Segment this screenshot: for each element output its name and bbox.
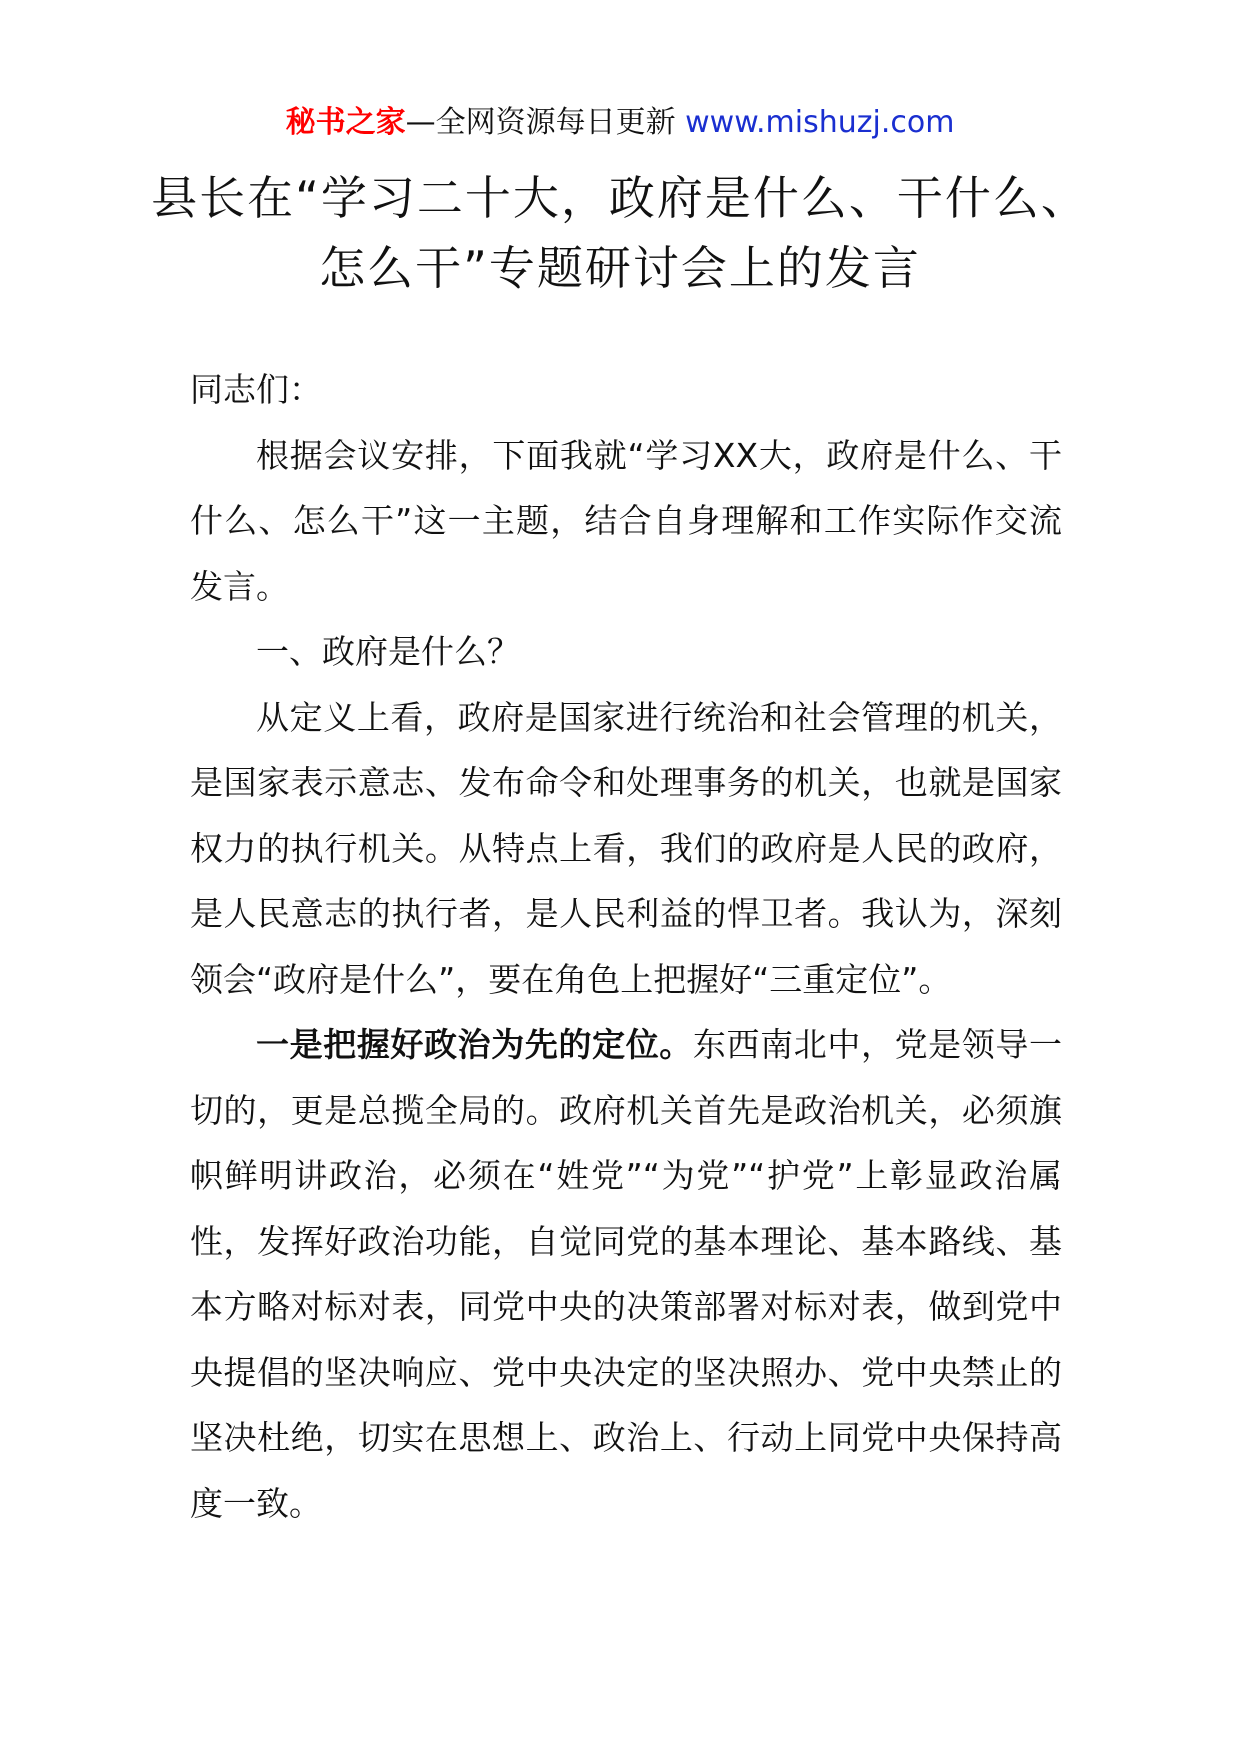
- point-1-body: 东西南北中，党是领导一切的，更是总揽全局的。政府机关首先是政治机关，必须旗帜鲜明讲政治，必须在“姓党”“为党”“护党”上彰显政治属性，发挥好政治功能，自觉同党的基本理论、基本路线、基本方略对标对表，同党中央的决策部署对标对表，做到党中央提倡的坚决响应、党中央决定的坚决照办、党中央禁止的坚决杜绝，切实在思想上、政治上、行动上同党中央保持高度一致。: [190, 1025, 1063, 1523]
- salutation: 同志们：: [190, 370, 322, 409]
- section-heading-1: 一、政府是什么？: [256, 632, 520, 671]
- point-1-lead: 一是把握好政治为先的定位。: [256, 1025, 693, 1064]
- paragraph-intro: 根据会议安排，下面我就“学习XX大，政府是什么、干什么、怎么干”这一主题，结合自身理解和工作实际作交流发言。: [190, 435, 1062, 606]
- document-body: [190, 357, 1062, 1536]
- site-tagline: —全网资源每日更新: [405, 105, 676, 140]
- paragraph-section-1: 从定义上看，政府是国家进行统治和社会管理的机关，是国家表示意志、发布命令和处理事务的机关，也就是国家权力的执行机关。从特点上看，我们的政府是人民的政府，是人民意志的执行者，是人民利益的悍卫者。我认为，深刻领会“政府是什么”，要在角色上把握好“三重定位”。: [190, 697, 1062, 999]
- paragraph-point-1: [190, 1012, 1062, 1536]
- document-title: 县长在“学习二十大，政府是什么、干什么、怎么干”专题研讨会上的发言: [151, 171, 1089, 295]
- site-url-link[interactable]: www.mishuzj.com: [685, 105, 955, 140]
- brand-name: 秘书之家: [285, 105, 406, 140]
- site-header: [0, 102, 1240, 144]
